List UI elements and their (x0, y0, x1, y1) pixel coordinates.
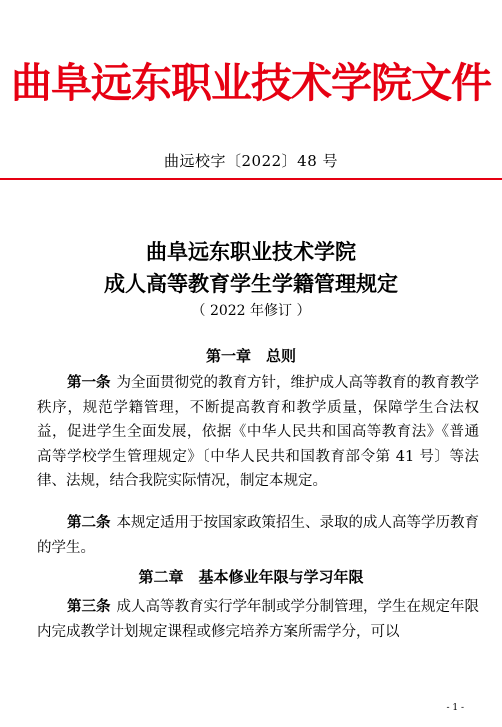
chapter-heading: 第二章 基本修业年限与学习年限 (138, 568, 364, 586)
article-text: 本规定适用于按国家政策招生、录取的成人高等学历教育的学生。 (37, 515, 479, 556)
document-title-line2: 成人高等教育学生学籍管理规定 (104, 271, 398, 296)
chapter-heading: 第一章 总则 (205, 347, 296, 365)
red-divider-line (0, 178, 502, 180)
article-paragraph (37, 371, 479, 494)
article-label: 第三条 (67, 598, 111, 615)
document-title-line1: 曲阜远东职业技术学院 (146, 239, 356, 264)
article-text: 为全面贯彻党的教育方针，维护成人高等教育的教育教学秩序，规范学籍管理，不断提高教育和教学质量，保障学生合法权益，促进学生全面发展，依据《中华人民共和国高等教育法》《普通高等学校学生管理规定》〔中华人民共和国教育部令第 41 号〕等法律、法规，结合我院实际情况，制定本规定。 (37, 375, 479, 489)
masthead-title: 曲阜远东职业技术学院文件 (11, 59, 491, 107)
article-label: 第一条 (67, 374, 111, 391)
revision-note: （ 2022 年修订 ） (191, 303, 311, 319)
document-number: 曲远校字〔2022〕48 号 (163, 152, 339, 170)
article-label: 第二条 (67, 514, 111, 531)
article-text: 成人高等教育实行学年制或学分制管理，学生在规定年限内完成教学计划规定课程或修完培养方案所需学分，可以 (37, 599, 479, 640)
page-number: - 1 - (446, 703, 464, 713)
article-paragraph (37, 511, 479, 560)
article-paragraph (37, 595, 479, 644)
